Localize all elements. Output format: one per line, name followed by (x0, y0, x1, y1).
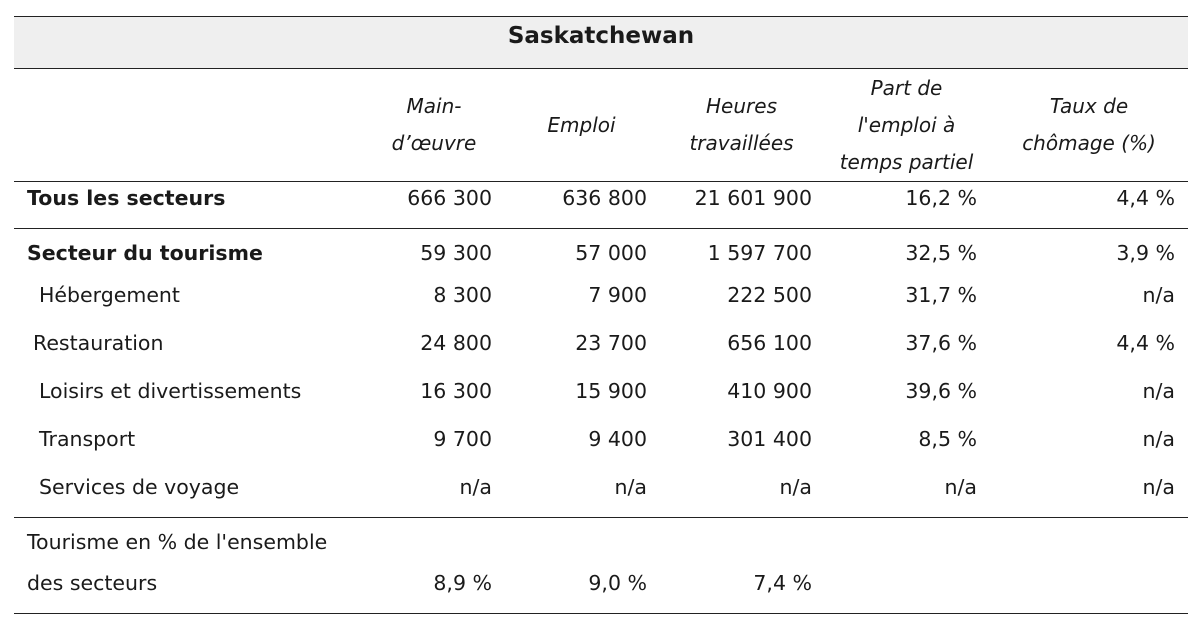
header-line: Taux de (1049, 94, 1129, 118)
cell-heures: 656 100 (727, 331, 812, 355)
cell-emploi: 57 000 (575, 241, 647, 265)
cell-temps-partiel: 32,5 % (905, 241, 977, 265)
header-line: Main- (406, 94, 462, 118)
row-label: Restauration (33, 331, 164, 355)
table-bottom-rule (14, 613, 1188, 614)
column-header-row (14, 69, 1188, 182)
cell-temps-partiel: 16,2 % (905, 186, 977, 210)
cell-heures: 222 500 (727, 283, 812, 307)
cell-chomage: n/a (1142, 427, 1175, 451)
cell-chomage: n/a (1142, 283, 1175, 307)
header-line: Heures (706, 94, 777, 118)
header-line: Emploi (547, 112, 616, 137)
cell-temps-partiel: 31,7 % (905, 283, 977, 307)
header-line: d’œuvre (391, 131, 477, 155)
table-title-bar (14, 16, 1188, 69)
header-line: travaillées (689, 131, 794, 155)
header-heures-travaillees (664, 69, 819, 181)
summary-label-line2: des secteurs (27, 571, 158, 595)
row-label: Tous les secteurs (27, 186, 226, 210)
cell-emploi: 636 800 (562, 186, 647, 210)
summary-label-line1: Tourisme en % de l'ensemble (27, 530, 328, 554)
cell-chomage: 4,4 % (1116, 331, 1175, 355)
row-label: Secteur du tourisme (27, 241, 263, 265)
header-part-temps-partiel (824, 69, 989, 181)
table-row (14, 228, 1188, 277)
header-main-doeuvre (354, 69, 514, 181)
header-emploi (514, 69, 649, 181)
row-label: Hébergement (39, 283, 180, 307)
table-row (14, 319, 1188, 367)
cell-heures: 1 597 700 (707, 241, 812, 265)
cell-temps-partiel: 8,5 % (918, 427, 977, 451)
header-line: temps partiel (839, 149, 974, 174)
row-label: Services de voyage (39, 475, 240, 499)
summary-row (14, 559, 1188, 607)
cell-main-doeuvre: 16 300 (420, 379, 492, 403)
table-row (14, 174, 1188, 222)
cell-main-doeuvre: 9 700 (433, 427, 492, 451)
cell-heures: 410 900 (727, 379, 812, 403)
cell-main-doeuvre: 59 300 (420, 241, 492, 265)
cell-chomage: n/a (1142, 379, 1175, 403)
cell-emploi: 23 700 (575, 331, 647, 355)
summary-main-doeuvre: 8,9 % (433, 571, 492, 595)
cell-main-doeuvre: n/a (459, 475, 492, 499)
table-row (14, 271, 1188, 319)
cell-emploi: 15 900 (575, 379, 647, 403)
table-row (14, 367, 1188, 415)
cell-temps-partiel: 39,6 % (905, 379, 977, 403)
cell-chomage: 3,9 % (1116, 241, 1175, 265)
cell-main-doeuvre: 8 300 (433, 283, 492, 307)
cell-emploi: 7 900 (588, 283, 647, 307)
header-line: Part de (870, 75, 943, 100)
cell-heures: n/a (779, 475, 812, 499)
cell-heures: 21 601 900 (694, 186, 812, 210)
table-row (14, 415, 1188, 463)
cell-heures: 301 400 (727, 427, 812, 451)
header-line: l'emploi à (857, 112, 956, 137)
table-title: Saskatchewan (507, 23, 695, 49)
cell-chomage: 4,4 % (1116, 186, 1175, 210)
summary-emploi: 9,0 % (588, 571, 647, 595)
row-label: Loisirs et divertissements (39, 379, 302, 403)
row-label: Transport (39, 427, 136, 451)
header-line: chômage (%) (1022, 131, 1156, 155)
cell-temps-partiel: 37,6 % (905, 331, 977, 355)
cell-emploi: 9 400 (588, 427, 647, 451)
summary-heures: 7,4 % (753, 571, 812, 595)
cell-emploi: n/a (614, 475, 647, 499)
data-table (14, 16, 1188, 614)
table-row (14, 463, 1188, 511)
cell-temps-partiel: n/a (944, 475, 977, 499)
cell-chomage: n/a (1142, 475, 1175, 499)
cell-main-doeuvre: 24 800 (420, 331, 492, 355)
cell-main-doeuvre: 666 300 (407, 186, 492, 210)
header-taux-chomage (1004, 69, 1174, 181)
